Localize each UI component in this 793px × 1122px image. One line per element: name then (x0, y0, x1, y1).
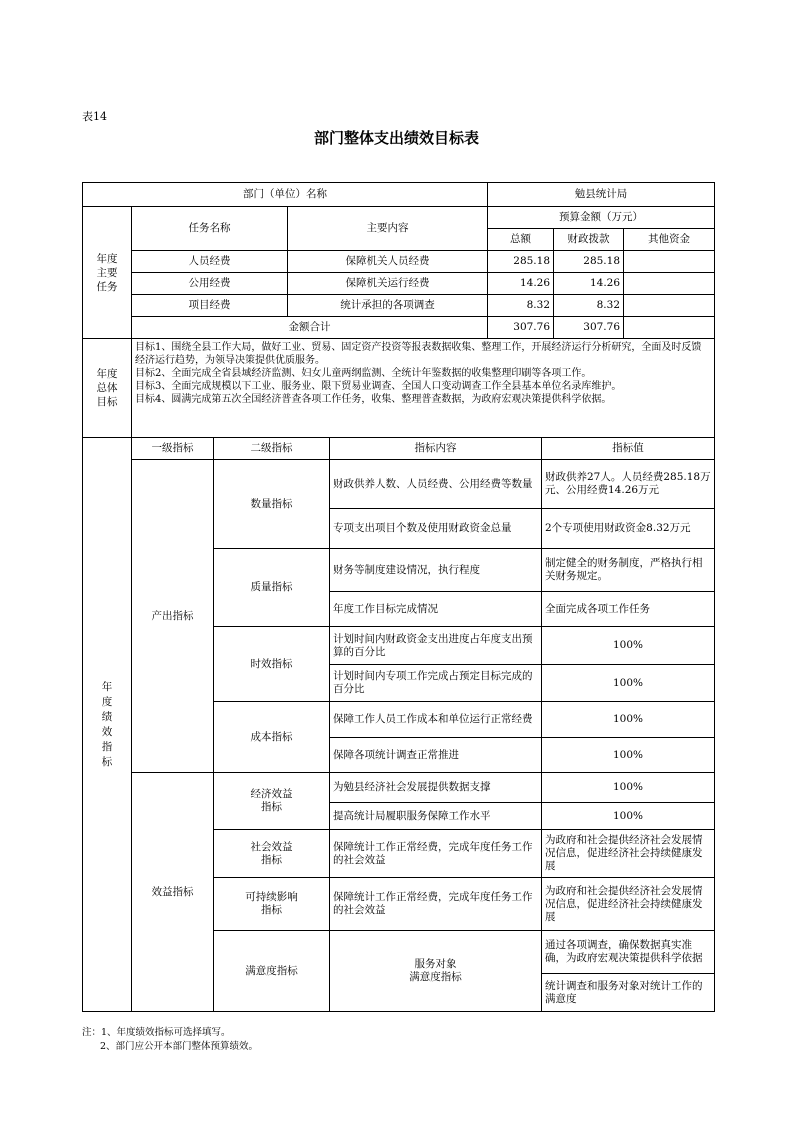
task-other (624, 251, 715, 273)
indicator-content: 财政供养人数、人员经费、公用经费等数量 (330, 460, 542, 509)
task-content: 保障机关人员经费 (288, 251, 488, 273)
indicator-row (83, 773, 715, 803)
col-main-content: 主要内容 (288, 207, 488, 251)
level2-quantity: 数量指标 (214, 460, 330, 549)
col-budget: 预算金额（万元） (488, 207, 715, 229)
level2-cost: 成本指标 (214, 702, 330, 773)
indicator-value: 100% (542, 738, 715, 773)
col-task-name: 任务名称 (132, 207, 288, 251)
goals-section-label: 年度 总体 目标 (83, 339, 132, 438)
col-level2: 二级指标 (214, 438, 330, 460)
indicator-content: 提高统计局履职服务保障工作水平 (330, 803, 542, 830)
level1-benefit: 效益指标 (132, 773, 214, 1012)
performance-table (82, 437, 715, 1012)
sum-other (624, 317, 715, 339)
task-total: 285.18 (488, 251, 554, 273)
indicator-content: 统计调查和服务对象对统计工作的满意度 (542, 974, 715, 1012)
indicator-value: 财政供养27人。人员经费285.18万元、公用经费14.26万元 (542, 460, 715, 509)
col-indicator-value: 指标值 (542, 438, 715, 460)
budget-table (82, 182, 715, 438)
indicator-value: 全面完成各项工作任务 (542, 592, 715, 627)
task-row (83, 251, 715, 273)
indicator-content: 保障工作人员工作成本和单位运行正常经费 (330, 702, 542, 738)
task-name: 公用经费 (132, 273, 288, 295)
indicator-value: 100% (542, 803, 715, 830)
indicator-content: 财务等制度建设情况，执行程度 (330, 549, 542, 592)
indicator-content: 计划时间内财政资金支出进度占年度支出预算的百分比 (330, 627, 542, 665)
indicator-content: 保障统计工作正常经费，完成年度任务工作的社会效益 (330, 830, 542, 878)
perf-section-label: 年 度 绩 效 指 标 (83, 438, 132, 1012)
footnote-line: 注：1、年度绩效指标可选择填写。 (82, 1027, 231, 1038)
task-row (83, 295, 715, 317)
level2-economic: 经济效益 指标 (214, 773, 330, 830)
indicator-value: 2个专项使用财政资金8.32万元 (542, 509, 715, 549)
indicator-content: 保障统计工作正常经费，完成年度任务工作的社会效益 (330, 878, 542, 931)
task-fiscal: 285.18 (554, 251, 624, 273)
indicator-content: 为勉县经济社会发展提供数据支撑 (330, 773, 542, 803)
level2-quality: 质量指标 (214, 549, 330, 627)
task-other (624, 295, 715, 317)
indicator-value: 100% (542, 627, 715, 665)
level2-service: 服务对象 满意度指标 (330, 931, 542, 1012)
indicator-content: 专项支出项目个数及使用财政资金总量 (330, 509, 542, 549)
annual-goals-text: 目标1、围绕全县工作大局，做好工业、贸易、固定资产投资等报表数据收集、整理工作，开展经济运行分析研究，全面及时反馈经济运行趋势，为领导决策提供优质服务。 目标2、全面完成全省县域经济监测、妇女儿童两纲监测、全统计年鉴数据的收集整理印刷等各项工作。 目标3、全面完成规模以下工业、服务业、限下贸易业调查、全国人口变动调查工作全县基本单位名录库维护。 目标4、圆满完成第五次全国经济普查各项工作任务，收集、整理普查数据，为政府宏观决策提供科学依据。 (132, 339, 715, 438)
task-name: 项目经费 (132, 295, 288, 317)
indicator-value: 100% (542, 665, 715, 702)
task-content: 保障机关运行经费 (288, 273, 488, 295)
indicator-value: 为政府和社会提供经济社会发展情况信息，促进经济社会持续健康发展 (542, 878, 715, 931)
task-other (624, 273, 715, 295)
col-fiscal: 财政拨款 (554, 229, 624, 251)
footnote-line: 2、部门应公开本部门整体预算绩效。 (100, 1041, 259, 1052)
tasks-section-label: 年度 主要 任务 (83, 207, 132, 339)
indicator-content: 保障各项统计调查正常推进 (330, 738, 542, 773)
col-total: 总额 (488, 229, 554, 251)
level2-timeliness: 时效指标 (214, 627, 330, 702)
task-row (83, 273, 715, 295)
task-fiscal: 14.26 (554, 273, 624, 295)
indicator-value: 100% (542, 773, 715, 803)
sum-fiscal: 307.76 (554, 317, 624, 339)
sum-total: 307.76 (488, 317, 554, 339)
level1-satisfaction: 满意度指标 (214, 931, 330, 1012)
col-level1: 一级指标 (132, 438, 214, 460)
indicator-content: 计划时间内专项工作完成占预定目标完成的百分比 (330, 665, 542, 702)
indicator-value: 制定健全的财务制度，严格执行相关财务规定。 (542, 549, 715, 592)
indicator-value: 为政府和社会提供经济社会发展情况信息，促进经济社会持续健康发展 (542, 830, 715, 878)
sum-label: 金额合计 (132, 317, 488, 339)
indicator-row (83, 460, 715, 509)
level2-sustainable: 可持续影响 指标 (214, 878, 330, 931)
sum-row (83, 317, 715, 339)
page-title: 部门整体支出绩效目标表 (313, 129, 479, 147)
col-other: 其他资金 (624, 229, 715, 251)
task-total: 14.26 (488, 273, 554, 295)
indicator-content: 年度工作目标完成情况 (330, 592, 542, 627)
level2-social: 社会效益 指标 (214, 830, 330, 878)
indicator-value: 100% (542, 702, 715, 738)
task-name: 人员经费 (132, 251, 288, 273)
task-content: 统计承担的各项调查 (288, 295, 488, 317)
level1-output: 产出指标 (132, 460, 214, 773)
footnote (82, 1026, 258, 1054)
indicator-content: 通过各项调查，确保数据真实准确，为政府宏观决策提供科学依据 (542, 931, 715, 974)
col-indicator-content: 指标内容 (330, 438, 542, 460)
dept-label: 部门（单位）名称 (83, 183, 488, 207)
dept-value: 勉县统计局 (488, 183, 715, 207)
task-fiscal: 8.32 (554, 295, 624, 317)
task-total: 8.32 (488, 295, 554, 317)
table-number: 表14 (82, 110, 107, 123)
